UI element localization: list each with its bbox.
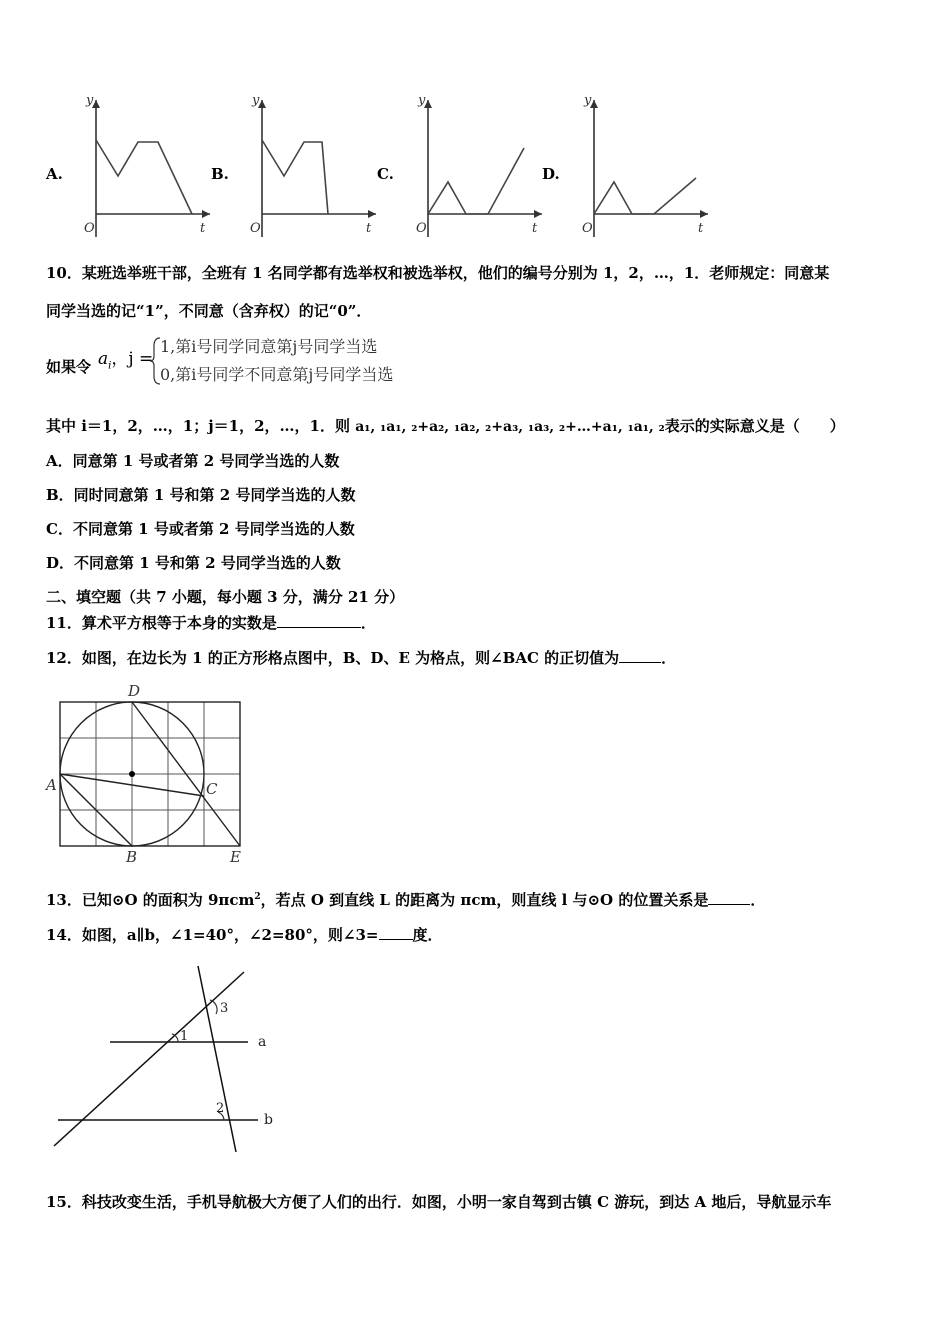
- q12: [46, 647, 676, 668]
- t-axis-label: t: [366, 221, 372, 236]
- line-a-label: a: [258, 1034, 267, 1050]
- t-axis-label: t: [532, 221, 538, 236]
- q13-text-b: ，若点 O 到直线 L 的距离为 πcm，则直线 l 与⊙O 的位置关系是: [260, 891, 709, 909]
- graph-b: [236, 92, 376, 242]
- case-1: 1,第i号同学同意第j号同学当选: [160, 337, 378, 356]
- graph-c: [402, 92, 542, 242]
- point-b-label: B: [126, 848, 138, 866]
- q14-parallel-lines-figure: [50, 962, 280, 1152]
- y-axis-label: y: [252, 93, 260, 108]
- def-sub: i: [108, 360, 112, 372]
- expr-sum: a₁, ₁a₁, ₂+a₂, ₁a₂, ₂+a₃, ₁a₃, ₂+…+a₁, ₁a₁, ₂: [355, 419, 665, 435]
- angle-3-label: 3: [220, 1001, 229, 1016]
- y-axis-label: y: [584, 93, 592, 108]
- point-a-label: A: [46, 776, 57, 794]
- point-d-label: D: [128, 682, 141, 700]
- y-axis-label: y: [86, 93, 94, 108]
- def-variable: [98, 344, 153, 371]
- q11-blank: [277, 613, 361, 628]
- q10-option-c: C．不同意第 1 号或者第 2 号同学当选的人数: [46, 520, 355, 538]
- angle-1-label: 1: [180, 1029, 189, 1044]
- point-c-label: C: [206, 780, 218, 798]
- q14-blank: [379, 925, 413, 940]
- q13: [46, 889, 765, 910]
- origin-label: O: [582, 221, 593, 236]
- line-b-label: b: [264, 1112, 273, 1128]
- q11-text: 11．算术平方根等于本身的实数是: [46, 614, 277, 632]
- q12-grid-figure: [44, 684, 249, 869]
- def-suffix: ，j =: [111, 349, 154, 369]
- q13-end: ．: [750, 891, 766, 909]
- q10-option-d: D．不同意第 1 号和第 2 号同学当选的人数: [46, 554, 341, 572]
- q10-option-a: A．同意第 1 号或者第 2 号同学当选的人数: [46, 452, 340, 470]
- t-axis-label: t: [200, 221, 206, 236]
- option-a-label: A.: [46, 165, 63, 183]
- q10-line1: 10．某班选举班干部，全班有 1 名同学都有选举权和被选举权，他们的编号分别为 1，2，…，1．老师规定：同意某: [46, 264, 830, 282]
- origin-label: O: [84, 221, 95, 236]
- q10-definition: [46, 356, 91, 377]
- q14-end: 度．: [412, 926, 443, 944]
- q13-text-a: 13．已知⊙O 的面积为 9πcm: [46, 891, 255, 909]
- option-b-label: B.: [211, 165, 229, 183]
- origin-label: O: [250, 221, 261, 236]
- section-2-heading: 二、填空题（共 7 小题，每小题 3 分，满分 21 分）: [46, 588, 405, 606]
- option-c-label: C.: [377, 165, 394, 183]
- origin-label: O: [416, 221, 427, 236]
- q13-blank: [708, 890, 750, 905]
- q10-line2: 同学当选的记“1”，不同意（含弃权）的记“0”．: [46, 302, 372, 320]
- def-prefix: 如果令: [46, 358, 92, 376]
- q12-blank: [619, 648, 661, 663]
- q10-option-b: B．同时同意第 1 号和第 2 号同学当选的人数: [46, 486, 356, 504]
- q12-end: ．: [661, 649, 677, 667]
- q14: [46, 924, 443, 945]
- y-axis-label: y: [418, 93, 426, 108]
- def-var: a: [98, 349, 109, 369]
- q15: 15．科技改变生活，手机导航极大方便了人们的出行．如图，小明一家自驾到古镇 C 游玩，到达 A 地后，导航显示车: [46, 1193, 832, 1211]
- q11-end: ．: [360, 614, 376, 632]
- point-e-label: E: [230, 848, 241, 866]
- expr-question: 表示的实际意义是（ ）: [664, 417, 845, 435]
- q11: [46, 612, 376, 633]
- case-2: 0,第i号同学不同意第j号同学当选: [160, 365, 394, 384]
- graph-a: [70, 92, 210, 242]
- q13-sup: 2: [254, 892, 261, 902]
- angle-2-label: 2: [216, 1101, 225, 1116]
- t-axis-label: t: [698, 221, 704, 236]
- q12-text: 12．如图，在边长为 1 的正方形格点图中，B、D、E 为格点，则∠BAC 的正切值为: [46, 649, 620, 667]
- q10-expression-line: [46, 415, 845, 436]
- option-d-label: D.: [542, 165, 560, 183]
- expr-intro: 其中 i＝1，2，…，1；j＝1，2，…，1．则: [46, 417, 356, 435]
- q14-text-a: 14．如图，a∥b，∠1=40°，∠2=80°，则∠3=: [46, 926, 379, 944]
- graph-d: [568, 92, 708, 242]
